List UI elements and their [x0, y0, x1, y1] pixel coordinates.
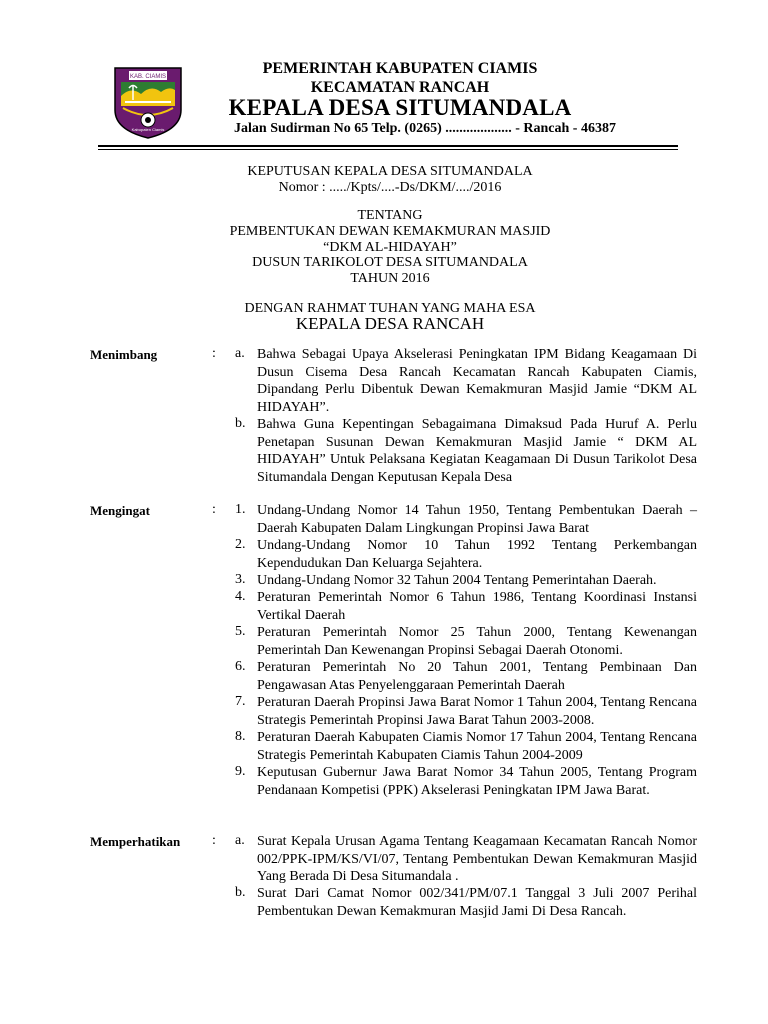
decree-title: KEPUTUSAN KEPALA DESA SITUMANDALA [247, 164, 533, 179]
header-district: KECAMATAN RANCAH [310, 79, 490, 96]
svg-text:KAB. CIAMIS: KAB. CIAMIS [129, 74, 167, 80]
mengingat-label: Mengingat [90, 503, 150, 518]
mengingat-mark-2: 2. [235, 537, 246, 552]
header-village-head: KEPALA DESA SITUMANDALA [228, 95, 572, 120]
menimbang-colon: : [212, 346, 216, 361]
signatory-title: KEPALA DESA RANCAH [295, 314, 485, 333]
mengingat-item-3: Undang-Undang Nomor 32 Tahun 2004 Tentang Pemerintahan Daerah. [257, 573, 657, 588]
menimbang-label: Menimbang [90, 347, 158, 362]
memperhatikan-item-a: Surat Kepala Urusan Agama Tentang Keagamaan Kecamatan Rancah Nomor 002/PPK-IPM/KS/VI/07, Tentang Pembentukan Dewan Kemakmuran Masjid Yang Berada Di Desa Situmandala . [257, 834, 697, 884]
subject-year: TAHUN 2016 [350, 271, 430, 286]
mengingat-colon: : [212, 502, 216, 517]
header-divider [98, 145, 678, 147]
mengingat-mark-6: 6. [235, 659, 246, 674]
memperhatikan-mark-a: a. [235, 833, 245, 848]
memperhatikan-mark-b: b. [235, 885, 246, 900]
invocation: DENGAN RAHMAT TUHAN YANG MAHA ESA [244, 301, 536, 316]
mengingat-item-7: Peraturan Daerah Propinsi Jawa Barat Nomor 1 Tahun 2004, Tentang Rencana Strategis Pemerintah Propinsi Jawa Barat Tahun 2003-2008. [257, 695, 697, 728]
menimbang-mark-b: b. [235, 416, 246, 431]
mengingat-mark-1: 1. [235, 502, 246, 517]
mengingat-mark-7: 7. [235, 694, 246, 709]
menimbang-item-a: Bahwa Sebagai Upaya Akselerasi Peningkatan IPM Bidang Keagamaan Di Dusun Cisema Desa Rancah Kecamatan Rancah Kabupaten Ciamis, Dipandang Perlu Dibentuk Dewan Kemakmuran Masjid Jamie “DKM AL HIDAYAH”. [257, 347, 697, 415]
memperhatikan-colon: : [212, 833, 216, 848]
mengingat-mark-3: 3. [235, 572, 246, 587]
mengingat-mark-5: 5. [235, 624, 246, 639]
menimbang-mark-a: a. [235, 346, 245, 361]
memperhatikan-label: Memperhatikan [90, 834, 181, 849]
header-government: PEMERINTAH KABUPATEN CIAMIS [262, 60, 538, 77]
mengingat-item-4: Peraturan Pemerintah Nomor 6 Tahun 1986, Tentang Koordinasi Instansi Vertikal Daerah [257, 590, 697, 623]
mengingat-item-6: Peraturan Pemerintah No 20 Tahun 2001, Tentang Pembinaan Dan Pengawasan Atas Penyelenggaraan Pemerintah Daerah [257, 660, 697, 693]
subject-line3: DUSUN TARIKOLOT DESA SITUMANDALA [252, 255, 528, 270]
mengingat-item-5: Peraturan Pemerintah Nomor 25 Tahun 2000, Tentang Kewenangan Pemerintah Dan Kewenangan Propinsi Sebagai Daerah Otonomi. [257, 625, 697, 658]
header-divider-thin [98, 149, 678, 150]
mengingat-item-9: Keputusan Gubernur Jawa Barat Nomor 34 Tahun 2005, Tentang Program Pendanaan Kompetisi (PPK) Akselerasi Peningkatan IPM Jawa Barat. [257, 765, 697, 798]
memperhatikan-item-b: Surat Dari Camat Nomor 002/341/PM/07.1 Tanggal 3 Juli 2007 Perihal Pembentukan Dewan Kemakmuran Masjid Jami Di Desa Rancah. [257, 886, 697, 919]
mengingat-item-1: Undang-Undang Nomor 14 Tahun 1950, Tentang Pembentukan Daerah – Daerah Kabupaten Dalam Lingkungan Propinsi Jawa Barat [257, 503, 697, 536]
header-address: Jalan Sudirman No 65 Telp. (0265) ................... - Rancah - 46387 [234, 121, 616, 136]
decree-number: Nomor : ...../Kpts/....-Ds/DKM/..../2016 [278, 180, 502, 195]
mengingat-mark-9: 9. [235, 764, 246, 779]
mengingat-mark-4: 4. [235, 589, 246, 604]
svg-text:Kabupaten Ciamis: Kabupaten Ciamis [131, 127, 165, 132]
subject-line2: “DKM AL-HIDAYAH” [323, 240, 457, 255]
mengingat-item-2: Undang-Undang Nomor 10 Tahun 1992 Tentang Perkembangan Kependudukan Dan Keluarga Sejahtera. [257, 538, 697, 571]
menimbang-item-b: Bahwa Guna Kepentingan Sebagaimana Dimaksud Pada Huruf A. Perlu Penetapan Susunan Dewan Kemakmuran Masjid Jamie “ DKM AL HIDAYAH” Untuk Pelaksana Kegiatan Keagamaan Di Dusun Tarikolot Desa Situmandala Dengan Keputusan Kepala Desa [257, 417, 697, 485]
about-heading: TENTANG [357, 208, 423, 223]
subject-line1: PEMBENTUKAN DEWAN KEMAKMURAN MASJID [229, 224, 551, 239]
mengingat-mark-8: 8. [235, 729, 246, 744]
mengingat-item-8: Peraturan Daerah Kabupaten Ciamis Nomor 17 Tahun 2004, Tentang Rencana Strategis Pemerintah Kabupaten Ciamis Tahun 2004-2009 [257, 730, 697, 763]
